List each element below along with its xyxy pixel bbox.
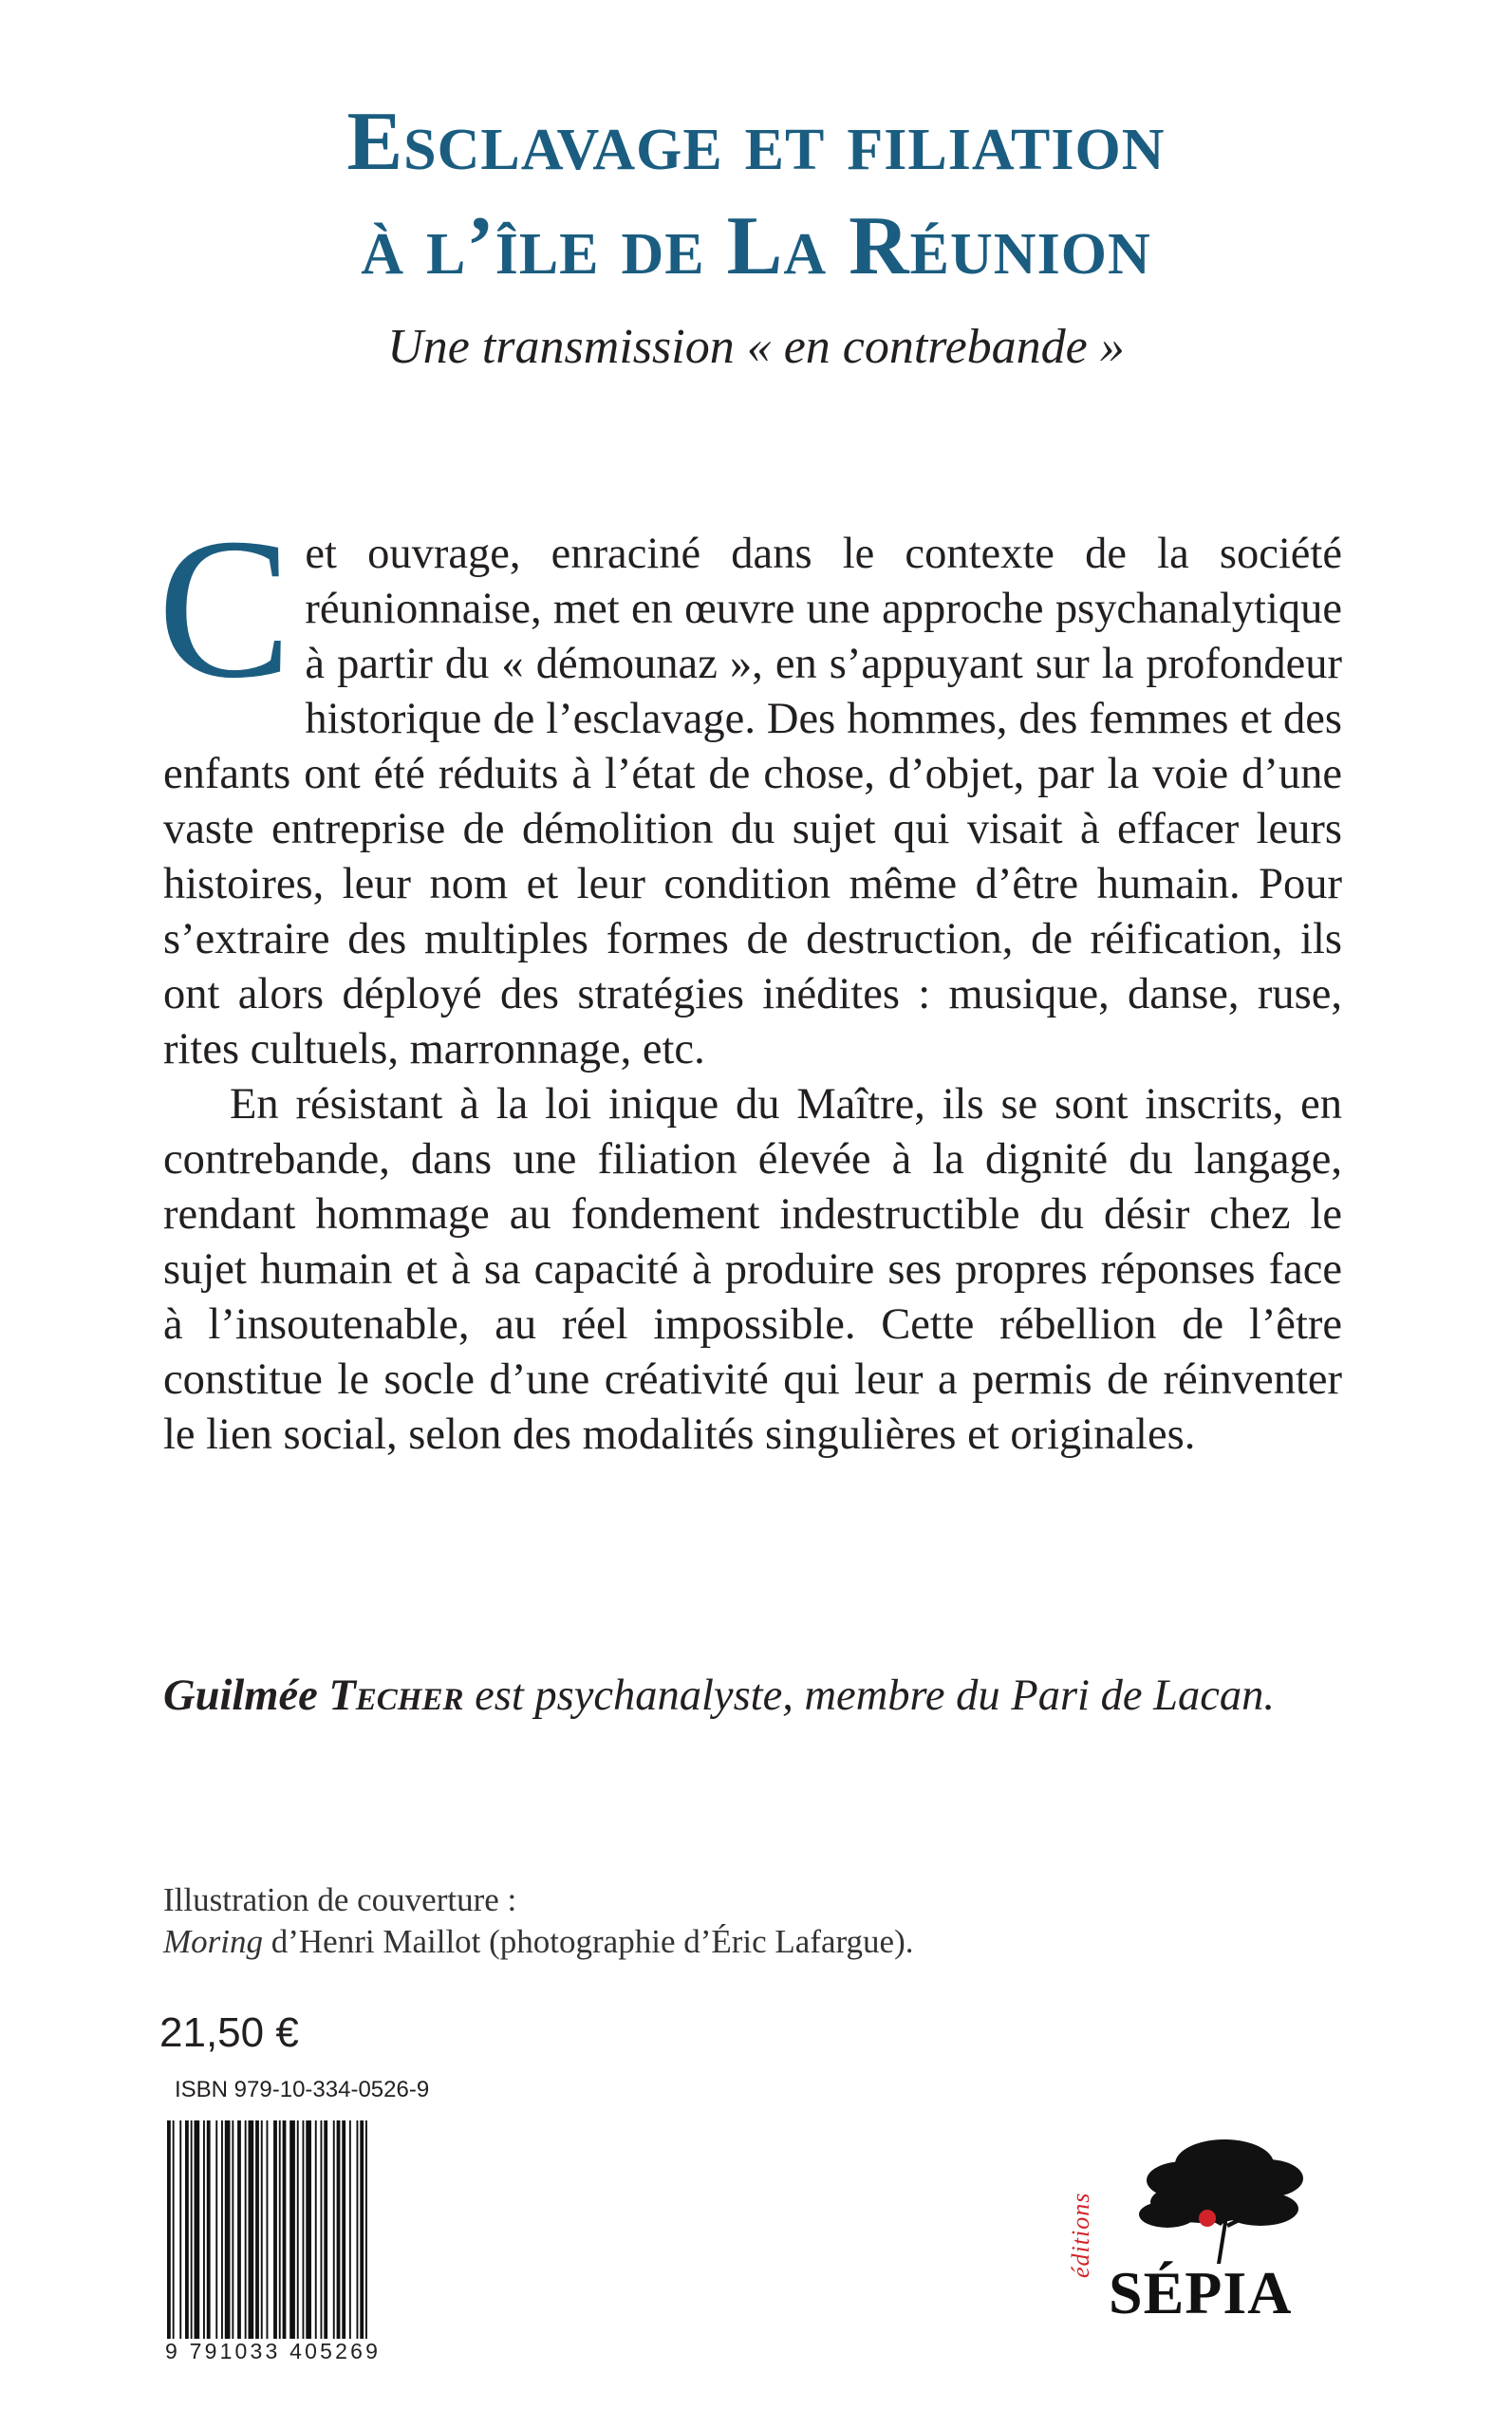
author-last-name: Techer bbox=[328, 1671, 464, 1720]
author-bio bbox=[163, 1669, 1342, 1724]
credits-label: Illustration de couverture : bbox=[163, 1881, 517, 1918]
author-bio-text: est psychanalyste, membre du Pari de Lacan. bbox=[475, 1671, 1275, 1720]
blurb bbox=[158, 496, 1342, 1463]
drop-cap: C bbox=[158, 496, 292, 719]
book-title-line-2: à l’île de La Réunion bbox=[361, 200, 1151, 292]
credits-line bbox=[163, 1921, 914, 1963]
author-first-name: Guilmée bbox=[163, 1671, 318, 1720]
barcode-image bbox=[163, 2120, 429, 2339]
cover-credits bbox=[163, 1879, 914, 1963]
blurb-paragraph-2: En résistant à la loi inique du Maître, ils se sont inscrits, en contrebande, dans une filiation élevée à la dignité du langage, rendant hommage au fondement indestructible du désir chez le sujet humain et à sa capacité à produire ses propres réponses face à l’insoutenable, au réel impossible. Cette rébellion de l’être constitue le socle d’une créativité qui leur a permis de réinventer le lien social, selon des modalités singulières et originales. bbox=[163, 1080, 1342, 1459]
publisher-name: SÉPIA bbox=[1109, 2259, 1293, 2326]
blurb-paragraph-1-text: et ouvrage, enraciné dans le contexte de la société réunionnaise, met en œuvre une approche psychanalytique à partir du « démounaz », en s’appuyant sur la profondeur historique de l’esclavage. Des hommes, des femmes et des enfants ont été réduits à l’état de chose, d’objet, par la voie d’une vaste entreprise de démolition du sujet qui visait à effacer leurs histoires, leur nom et leur condition même d’être humain. Pour s’extraire des multiples formes de destruction, de réification, ils ont alors déployé des stratégies inédites : musique, danse, ruse, rites cultuels, marronnage, etc. bbox=[163, 530, 1342, 1074]
credits-detail: d’Henri Maillot (photographie d’Éric Lafargue). bbox=[271, 1923, 914, 1960]
author-name bbox=[163, 1671, 463, 1720]
blurb-paragraph-1 bbox=[158, 496, 1342, 1077]
book-subtitle: Une transmission « en contrebande » bbox=[387, 320, 1125, 374]
publisher-editions-label: éditions bbox=[1067, 2192, 1094, 2278]
credits-work-title: Moring bbox=[163, 1923, 263, 1960]
tree-logo-icon bbox=[1082, 2121, 1338, 2368]
book-title-line-1: Esclavage et filiation bbox=[346, 96, 1166, 188]
isbn: ISBN 979-10-334-0526-9 bbox=[175, 2077, 430, 2102]
barcode-digits: 9 791033 405269 bbox=[165, 2339, 382, 2363]
price: 21,50 € bbox=[159, 2009, 299, 2056]
